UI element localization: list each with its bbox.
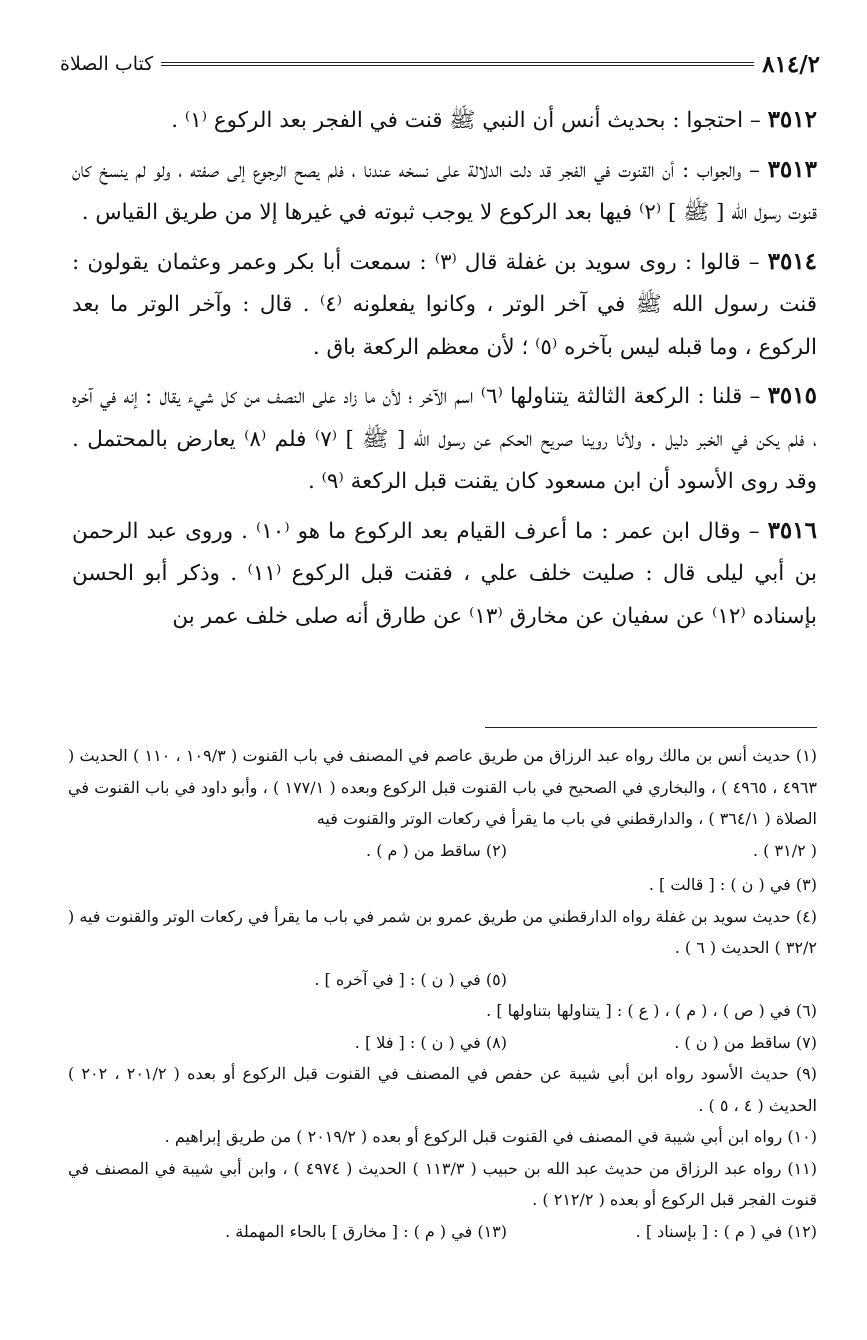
footnote-separator (485, 727, 817, 728)
page-number: ٨١٤/٢ (762, 50, 820, 78)
footnote-5: (٥) في ( ن ) : [ في آخره ] . (314, 969, 507, 989)
footnote-9: (٩) حديث الأسود رواه ابن أبي شيبة عن حفص في المصنف في القنوت قبل الركوع أو بعده ( ٢٠١/٢ ، ٢٠٢ ) الحديث ( ٤ ، ٥ ) . (68, 1064, 817, 1115)
main-text (72, 99, 817, 644)
paragraph-number: ٣٥١٢ (767, 106, 817, 133)
paragraph-text: – قالوا : روى سويد بن غفلة قال ⁽٣⁾ : سمعت أبا بكر وعمر وعثمان يقولون : قنت رسول الله ﷺ في آخر الوتر ، وكانوا يفعلونه ⁽٤⁾ . قال : وآخر الوتر ما بعد الركوع ، وما قبله ليس بآخره ⁽٥⁾ ؛ لأن معظم الركعة باق . (72, 249, 818, 360)
footnotes (68, 740, 817, 1247)
paragraph-3514 (72, 241, 817, 370)
footnote-7: (٧) ساقط من ( ن ) . (674, 1032, 817, 1052)
paragraph-number: ٣٥١٣ (767, 155, 817, 183)
running-title: كتاب الصلاة (60, 53, 154, 75)
footnote-row-12-13 (68, 1216, 817, 1248)
footnote-8: (٨) في ( ن ) : [ فلا ] . (354, 1032, 507, 1052)
footnote-1: (١) حديث أنس بن مالك رواه عبد الرزاق من طريق عاصم في المصنف في باب القنوت ( ١٠٩/٣ ، ١١٠ ) الحديث ( ٤٩٦٣ ، ٤٩٦٥ ) ، والبخاري في الصحيح في باب القنوت قبل الركوع وبعده ( ١٧٧/١ ) ، وأبو داود في باب القنوت في الصلاة ( ٣٦٤/١ ) ، والدارقطني في باب ما يقرأ في ركعات الوتر والقنوت فيه (68, 746, 817, 828)
paragraph-3512 (72, 99, 817, 143)
page-header (60, 44, 820, 84)
paragraph-text: – قلنا : الركعة الثالثة يتناولها ⁽٦⁾ اسم الآخر ؛ لأن ما زاد على النصف من كل شيء يقال : إنه في آخره ، فلم يكن في الخبر دليل . ولأنا روينا صريح الحكم عن رسول الله [ ﷺ ] ⁽٧⁾ فلم ⁽٨⁾ يعارض بالمحتمل . وقد روى الأسود أن ابن مسعود كان يقنت قبل الركعة ⁽٩⁾ . (72, 384, 817, 494)
footnote-12: (١٢) في ( م ) : [ بإسناد ] . (635, 1221, 817, 1241)
footnote-spacer (507, 964, 817, 996)
footnote-row-1-2 (68, 835, 817, 867)
paragraph-3516 (72, 510, 817, 639)
footnote-13: (١٣) في ( م ) : [ مخارق ] بالحاء المهملة . (225, 1221, 507, 1241)
paragraph-number: ٣٥١٥ (767, 382, 817, 409)
footnote-10: (١٠) رواه ابن أبي شيبة في المصنف في القنوت قبل الركوع أو بعده ( ٢٠١٩/٢ ) من طريق إبراهيم . (164, 1127, 817, 1146)
footnote-11: (١١) رواه عبد الرزاق من حديث عبد الله بن حبيب ( ١١٣/٣ ) الحديث ( ٤٩٧٤ ) ، وابن أبي شيبة في المصنف في قنوت الفجر قبل الركوع أو بعده ( ٢١٢/٢ ) . (68, 1158, 817, 1209)
footnote-3: (٣) في ( ن ) : [ قالت ] . (648, 875, 817, 894)
footnote-2: (٢) ساقط من ( م ) . (366, 840, 507, 860)
paragraph-text: – والجواب : أن القنوت في الفجر قد دلت الدلالة على نسخه عندنا ، فلم يصح الرجوع إلى صفته ، ولو لم ينسخ كان قنوت رسول الله [ ﷺ ] ⁽٢⁾ فيها بعد الركوع لا يوجب ثبوته في غيرها إلا من طريق القياس . (72, 157, 817, 225)
footnote-1-end: ( ٣١/٢ ) . (753, 840, 817, 860)
paragraph-text: – وقال ابن عمر : ما أعرف القيام بعد الركوع ما هو ⁽١٠⁾ . وروى عبد الرحمن بن أبي ليلى قال : صليت خلف علي ، فقنت قبل الركوع ⁽١١⁾ . وذكر أبو الحسن بإسناده ⁽١٢⁾ عن سفيان عن مخارق ⁽١٣⁾ عن طارق أنه صلى خلف عمر بن (72, 518, 817, 629)
paragraph-text: – احتجوا : بحديث أنس أن النبي ﷺ قنت في الفجر بعد الركوع ⁽١⁾ . (171, 108, 768, 133)
footnote-4: (٤) حديث سويد بن غفلة رواه الدارقطني من طريق عمرو بن شمر في باب ما يقرأ في ركعات الوتر والقنوت فيه ( ٣٢/٢ ) الحديث ( ٦ ) . (68, 906, 818, 957)
footnote-6: (٦) في ( ص ) ، ( م ) ، ( ع ) : [ يتناولها بتناولها ] . (486, 1001, 817, 1020)
header-rule (161, 62, 754, 66)
paragraph-number: ٣٥١٦ (767, 516, 817, 544)
paragraph-3513 (72, 149, 817, 235)
paragraph-3515 (72, 375, 817, 504)
footnote-row-7-8 (68, 1027, 817, 1059)
paragraph-number: ٣٥١٤ (767, 247, 818, 275)
footnote-row-5 (68, 964, 817, 996)
